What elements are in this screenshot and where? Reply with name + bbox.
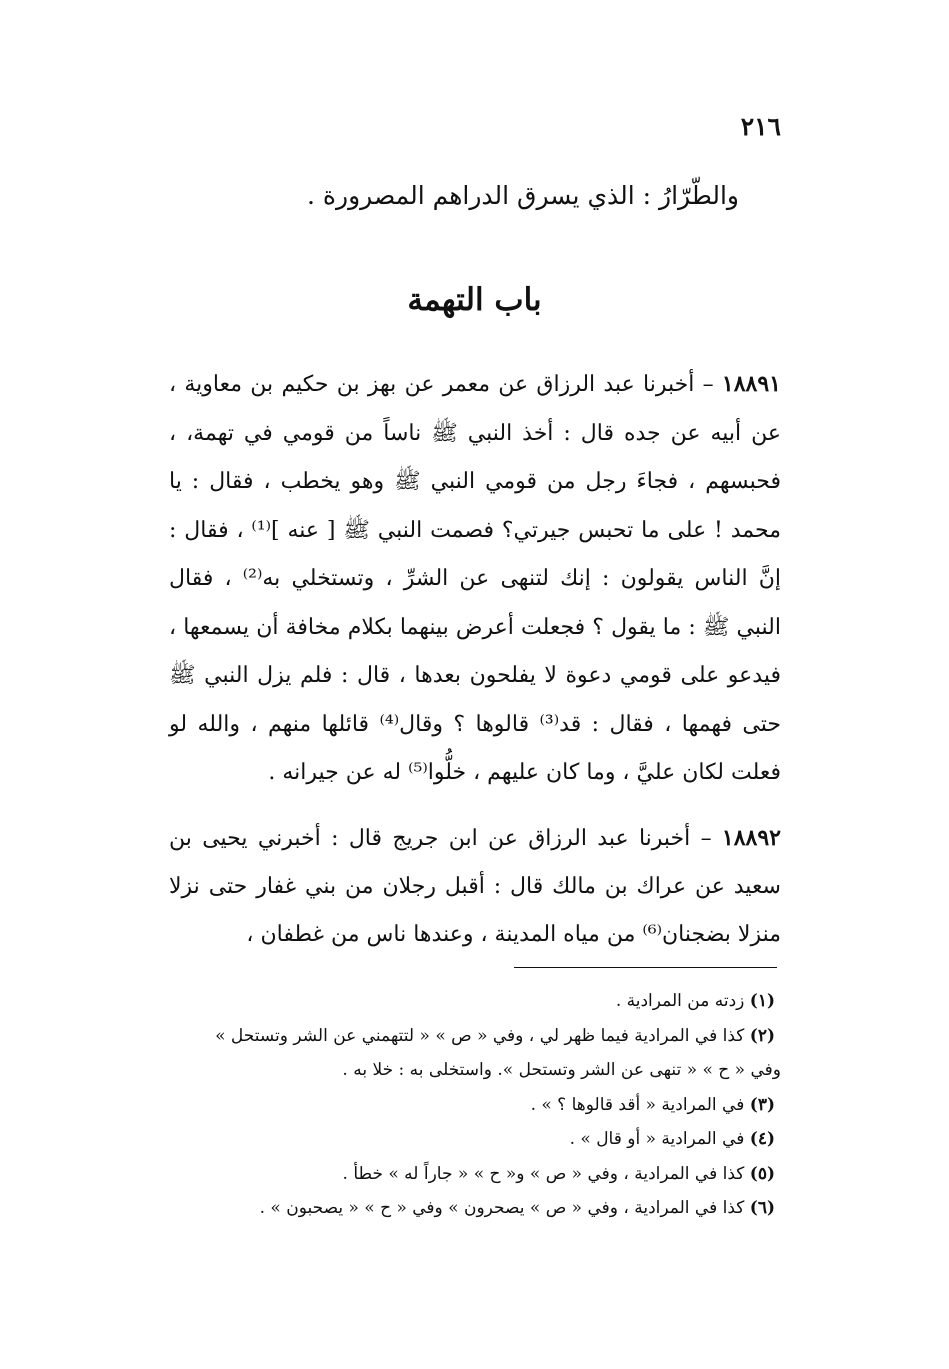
hadith-number: ١٨٨٩١ bbox=[721, 371, 781, 397]
hadith-paragraph bbox=[169, 814, 781, 959]
footnote bbox=[169, 1088, 781, 1123]
footnote-continuation: وفي « ح » « تنهى عن الشر وتستحل ». واستخلى به : خلا به . bbox=[342, 1060, 781, 1080]
footnote-number: (٣) bbox=[749, 1094, 775, 1115]
footnote-number: (١) bbox=[749, 991, 775, 1011]
footnote-number: (٦) bbox=[749, 1198, 775, 1218]
gloss-line: والطّرّارُ : الذي يسرق الدراهم المصرورة . bbox=[307, 181, 739, 210]
hadith-paragraph bbox=[169, 360, 781, 798]
chapter-title: باب التهمة bbox=[407, 282, 542, 318]
footnote-divider bbox=[514, 967, 777, 968]
footnote-text: في المرادية « أقد قالوها ؟ » . bbox=[530, 1094, 745, 1115]
footnote bbox=[169, 984, 781, 1019]
footnote bbox=[169, 1157, 781, 1192]
hadith-number: ١٨٨٩٢ bbox=[721, 825, 781, 851]
footnote-text: كذا في المرادية ، وفي « ص » يصحرون » وفي « ح » « يصحبون » . bbox=[259, 1198, 745, 1218]
footnote-number: (٤) bbox=[749, 1129, 775, 1149]
footnote bbox=[169, 1122, 781, 1157]
hadith-text: – أخبرنا عبد الرزاق عن معمر عن بهز بن حكيم بن معاوية ، عن أبيه عن جده قال : أخذ النبي ﷺ ناساً من قومي في تهمة، ، فحبسهم ، فجاءَ رجل من قومي النبي ﷺ وهو يخطب ، فقال : يا محمد ! على ما تحبس جيرتي؟ فصمت النبي ﷺ [ عنه ]⁽¹⁾ ، فقال : إنَّ الناس يقولون : إنك لتنهى عن الشرِّ ، وتستخلي به⁽²⁾ ، فقال النبي ﷺ : ما يقول ؟ فجعلت أعرض بينهما بكلام مخافة أن يسمعها ، فيدعو على قومي دعوة لا يفلحون بعدها ، قال : فلم يزل النبي ﷺ حتى فهمها ، فقال : قد⁽³⁾ قالوها ؟ وقال⁽⁴⁾ قائلها منهم ، والله لو فعلت لكان عليَّ ، وما كان عليهم ، خلُّوا⁽⁵⁾ له عن جيرانه . bbox=[169, 372, 781, 785]
footnote-number: (٥) bbox=[749, 1163, 775, 1184]
footnote bbox=[169, 1019, 781, 1054]
footnote-number: (٢) bbox=[749, 1025, 775, 1046]
footnote-text: في المرادية « أو قال » . bbox=[569, 1129, 745, 1149]
hadith-text: – أخبرنا عبد الرزاق عن ابن جريج قال : أخبرني يحيى بن سعيد عن عراك بن مالك قال : أقبل رجلان من بني غفار حتى نزلا منزلا بضجنان⁽⁶⁾ من مياه المدينة ، وعندها ناس من غطفان ، bbox=[169, 826, 781, 947]
footnote-text: كذا في المرادية فيما ظهر لي ، وفي « ص » « لتتهمني عن الشر وتستحل » bbox=[215, 1025, 745, 1046]
footnotes bbox=[169, 984, 781, 1226]
footnote-text: زدته من المرادية . bbox=[615, 991, 745, 1011]
footnote bbox=[169, 1191, 781, 1226]
footnote-text: كذا في المرادية ، وفي « ص » و« ح » « جاراً له » خطأ . bbox=[342, 1163, 745, 1184]
page-number: ٢١٦ bbox=[740, 112, 781, 141]
